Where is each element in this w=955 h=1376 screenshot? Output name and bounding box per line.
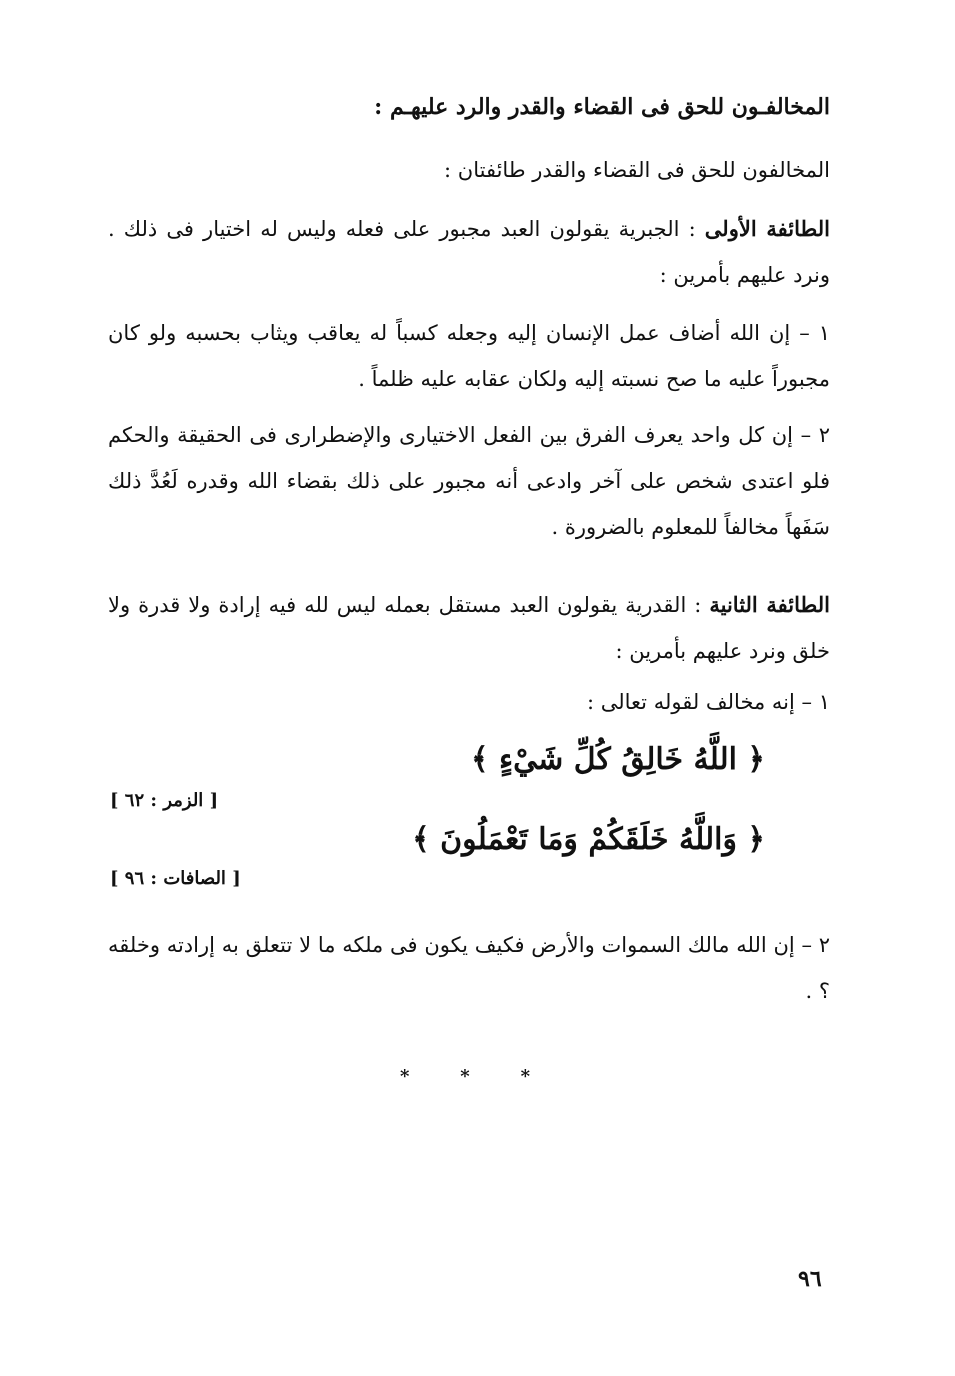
separator-star: * (400, 1066, 410, 1087)
group1-point2: ٢ – إن كل واحد يعرف الفرق بين الفعل الاختيارى والإضطرارى فى الحقيقة والحكم فلو اعتدى شخص على آخر وادعى أنه مجبور على ذلك بقضاء الله وقدره لَعُدَّ ذلك سَفَهاً مخالفاً للمعلوم بالضرورة . (108, 423, 830, 539)
group2-label: الطائفة الثانية (709, 592, 830, 617)
section-separator (400, 1066, 530, 1087)
group2-text: : القدرية يقولون العبد مستقل بعمله ليس لله فيه إرادة ولا قدرة ولا خلق ونرد عليهم بأمرين : (108, 593, 830, 663)
verse-reference-2: [ الصافات : ٩٦ ] (110, 868, 241, 889)
section-heading: المخالفـون للحق فى القضاء والقدر والرد عليهـم : (374, 94, 830, 120)
group2-point2: ٢ – إن الله مالك السموات والأرض فكيف يكون فى ملكه ما لا تتعلق به إرادته وخلقه ؟ . (108, 933, 830, 1003)
group2-point1: ١ – إنه مخالف لقوله تعالى : (587, 690, 830, 714)
group1-label: الطائفة الأولى (704, 216, 831, 241)
group1-text: : الجبرية يقولون العبد مجبور على فعله وليس له اختيار فى ذلك . ونرد عليهم بأمرين : (108, 217, 830, 287)
group1-paragraph (108, 206, 830, 298)
separator-star: * (460, 1066, 470, 1087)
separator-star: * (520, 1066, 530, 1087)
intro-line: المخالفون للحق فى القضاء والقدر طائفتان : (444, 158, 830, 182)
group1-point1: ١ – إن الله أضاف عمل الإنسان إليه وجعله كسباً له يعاقب ويثاب بحسبه ولو كان مجبوراً عليه ما صح نسبته إليه ولكان عقابه عليه ظلماً . (108, 321, 830, 391)
verse-reference-1: [ الزمر : ٦٢ ] (110, 790, 219, 811)
quran-verse-2: ﴿ وَاللَّهُ خَلَقَكُمْ وَمَا تَعْمَلُونَ ﴾ (412, 822, 765, 857)
quran-verse-1: ﴿ اللَّهُ خَالِقُ كُلِّ شَيْءٍ ﴾ (471, 742, 765, 777)
page-number: ٩٦ (798, 1266, 822, 1292)
group2-paragraph (108, 582, 830, 674)
